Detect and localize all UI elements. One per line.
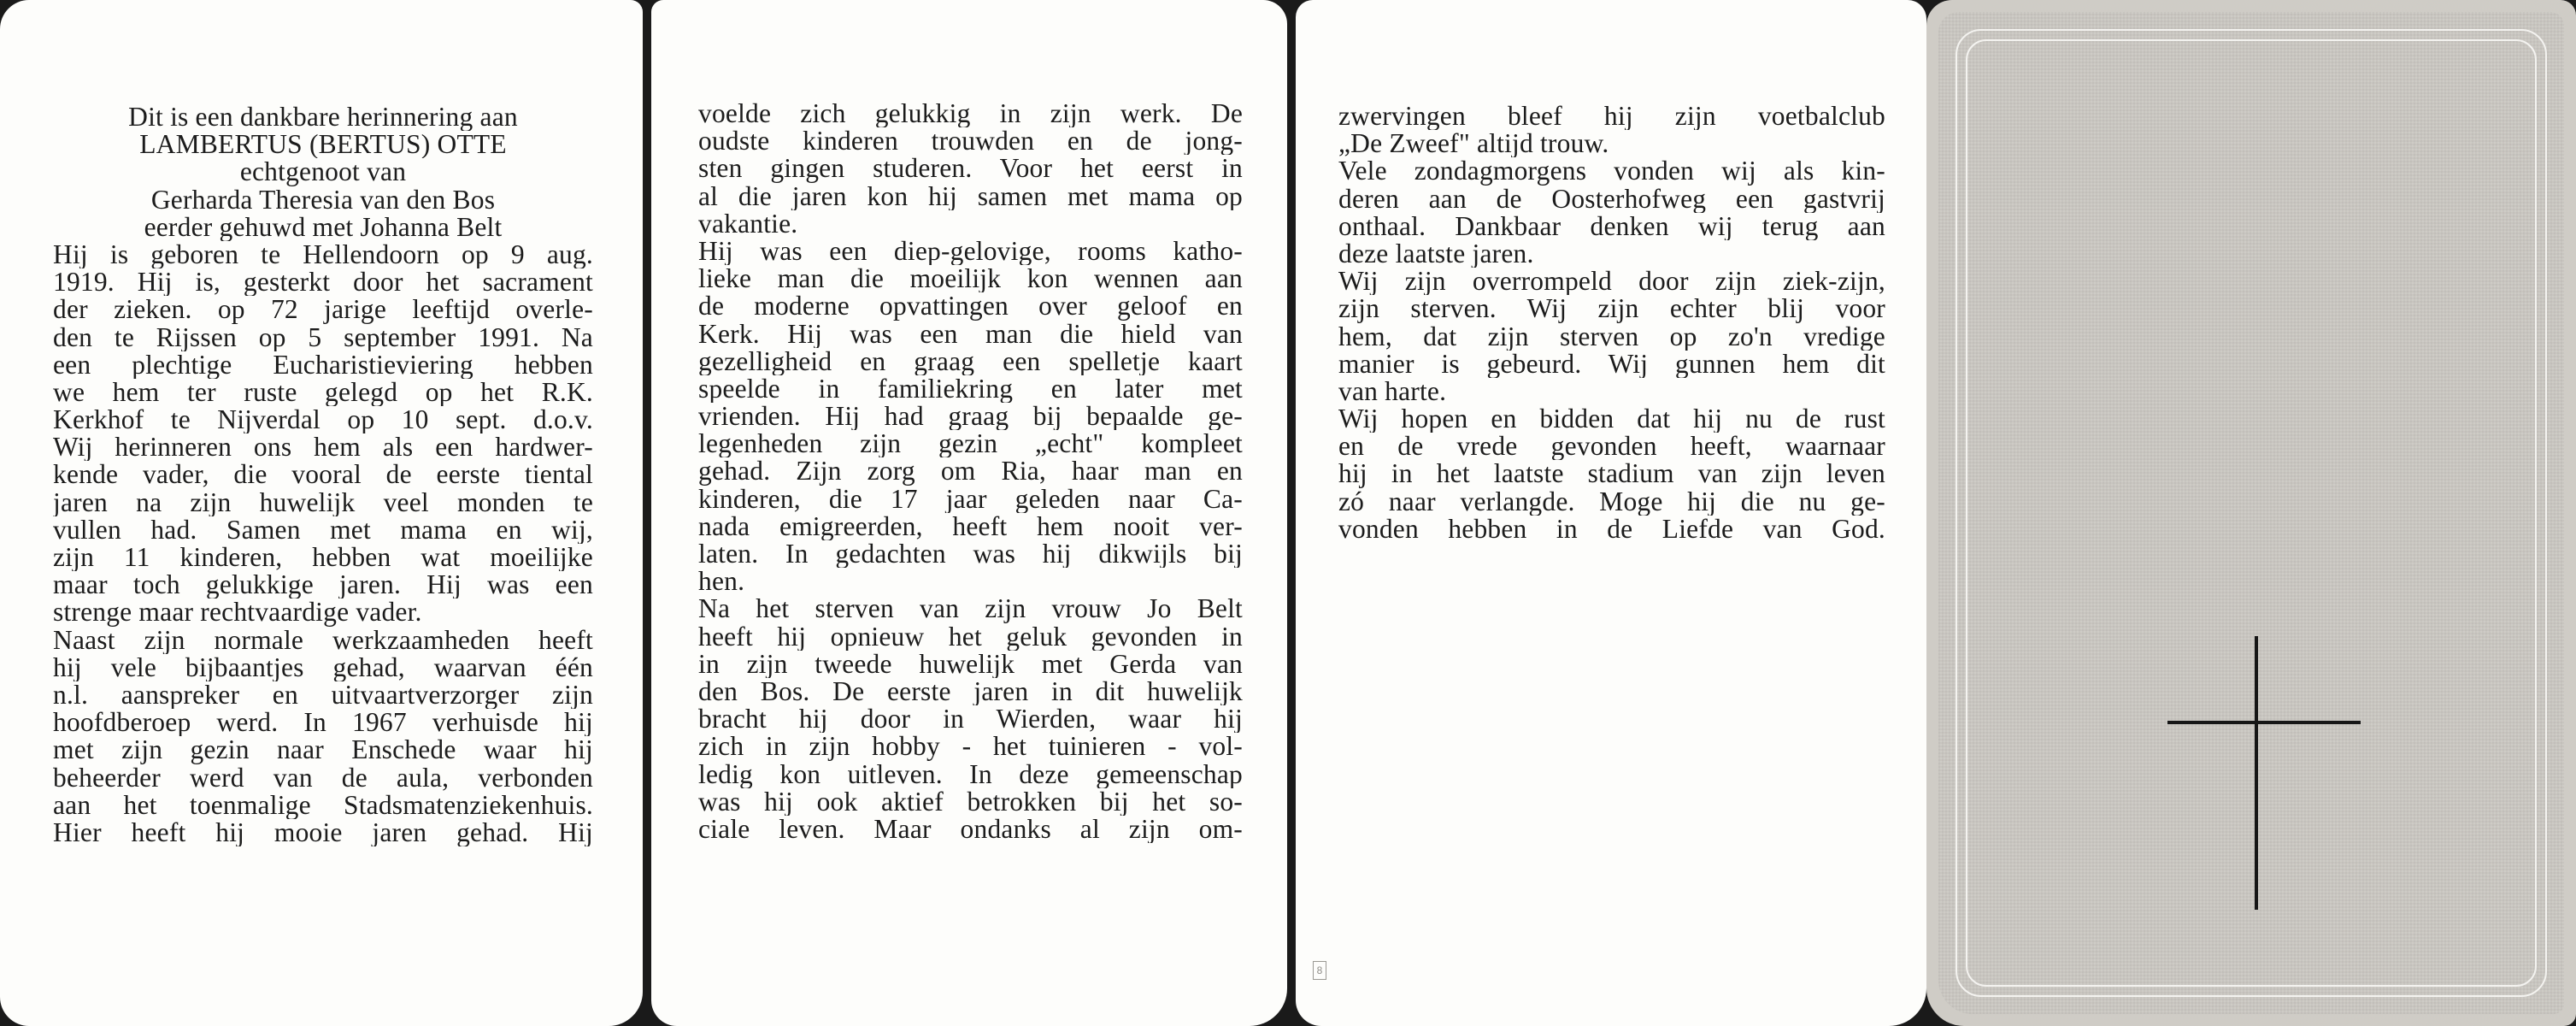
text-line: deren aan de Oosterhofweg een gastvrij xyxy=(1338,185,1885,213)
text-line: maar toch gelukkige jaren. Hij was een xyxy=(53,571,593,599)
text-line: vullen had. Samen met mama en wij, xyxy=(53,516,593,544)
text-line: vonden hebben in de Liefde van God. xyxy=(1338,515,1885,543)
text-line: Na het sterven van zijn vrouw Jo Belt xyxy=(698,595,1243,623)
text-line: laten. In gedachten was hij dikwijls bij xyxy=(698,540,1243,569)
text-line: „De Zweef" altijd trouw. xyxy=(1338,130,1609,158)
page-1-text xyxy=(53,103,593,846)
page-2 xyxy=(651,0,1287,1026)
text-line: kende vader, die vooral de eerste tiental xyxy=(53,461,593,489)
text-line: was hij ook aktief betrokken bij het so- xyxy=(698,787,1243,816)
text-line: Hier heeft hij mooie jaren gehad. Hij xyxy=(53,818,593,847)
text-line: 1919. Hij is, gesterkt door het sacrament xyxy=(53,268,593,297)
text-line: n.l. aanspreker en uitvaartverzorger zijn xyxy=(53,681,593,710)
text-line: beheerder werd van de aula, verbonden xyxy=(53,764,593,792)
text-line: in zijn tweede huwelijk met Gerda van xyxy=(698,650,1243,678)
text-line: bracht hij door in Wierden, waar hij xyxy=(698,705,1243,734)
text-line: strenge maar rechtvaardige vader. xyxy=(53,598,422,627)
inner-frame xyxy=(1966,39,2537,987)
text-line: van harte. xyxy=(1338,377,1447,406)
text-line: Hij is geboren te Hellendoorn op 9 aug. xyxy=(53,240,593,269)
text-line: Vele zondagmorgens vonden wij als kin- xyxy=(1338,157,1885,186)
text-line: sten gingen studeren. Voor het eerst in xyxy=(698,155,1243,183)
back-cover xyxy=(1926,0,2576,1026)
page-1 xyxy=(0,0,643,1026)
card-texture xyxy=(1938,12,2564,1014)
text-line: hem, dat zijn sterven op zo'n vredige xyxy=(1338,322,1885,351)
text-line: hij vele bijbaantjes gehad, waarvan één xyxy=(53,653,593,681)
text-line: Dit is een dankbare herinnering aan xyxy=(128,103,518,132)
text-line: der zieken. op 72 jarige leeftijd overle- xyxy=(53,296,593,324)
text-line: en de vrede gevonden heeft, waarnaar xyxy=(1338,433,1885,461)
text-line: Kerkhof te Nijverdal op 10 sept. d.o.v. xyxy=(53,406,593,434)
text-line: zó naar verlangde. Moge hij die nu ge- xyxy=(1338,487,1885,516)
text-line: met zijn gezin naar Enschede waar hij xyxy=(53,736,593,764)
text-line: zijn sterven. Wij zijn echter blij voor xyxy=(1338,295,1885,323)
text-line: al die jaren kon hij samen met mama op xyxy=(698,182,1243,210)
text-line: we hem ter ruste gelegd op het R.K. xyxy=(53,378,593,407)
text-line: den te Rijssen op 5 september 1991. Na xyxy=(53,323,593,351)
text-line: gezelligheid en graag een spelletje kaart xyxy=(698,347,1243,375)
page-3-text xyxy=(1338,103,1885,543)
text-line: hen. xyxy=(698,568,745,596)
text-line: Wij herinneren ons hem als een hardwer- xyxy=(53,433,593,462)
page-3 xyxy=(1296,0,1926,1026)
text-line: legenheden zijn gezin „echt" kompleet xyxy=(698,430,1243,458)
text-line: zich in zijn hobby - het tuinieren - vol- xyxy=(698,733,1243,761)
text-line: aan het toenmalige Stadsmatenziekenhuis. xyxy=(53,791,593,819)
text-line: manier is gebeurd. Wij gunnen hem dit xyxy=(1338,350,1885,378)
page-2-text xyxy=(698,100,1243,843)
text-line: Gerharda Theresia van den Bos xyxy=(150,186,496,214)
text-line: oudste kinderen trouwden en de jong- xyxy=(698,127,1243,156)
text-line: hoofdberoep werd. In 1967 verhuisde hij xyxy=(53,709,593,737)
text-line: Naast zijn normale werkzaamheden heeft xyxy=(53,626,593,654)
text-line: heeft hij opnieuw het geluk gevonden in xyxy=(698,622,1243,651)
text-line: vakantie. xyxy=(698,209,798,238)
text-line: hij in het laatste stadium van zijn leven xyxy=(1338,460,1885,488)
text-line: ciale leven. Maar ondanks al zijn om- xyxy=(698,815,1243,844)
text-line: LAMBERTUS (BERTUS) OTTE xyxy=(139,131,507,159)
text-line: nada emigreerden, heeft hem nooit ver- xyxy=(698,512,1243,540)
text-line: Wij zijn overrompeld door zijn ziek-zijn, xyxy=(1338,268,1885,296)
text-line: echtgenoot van xyxy=(239,158,407,186)
cross-icon-horizontal xyxy=(2167,721,2361,724)
text-line: jaren na zijn huwelijk veel monden te xyxy=(53,488,593,516)
text-line: Wij hopen en bidden dat hij nu de rust xyxy=(1338,405,1885,433)
text-line: speelde in familiekring en later met xyxy=(698,374,1243,404)
text-line: ledig kon uitleven. In deze gemeenschap xyxy=(698,760,1243,788)
text-line: zijn 11 kinderen, hebben wat moeilijke xyxy=(53,544,593,572)
text-line: de moderne opvattingen over geloof en xyxy=(698,292,1243,321)
text-line: gehad. Zijn zorg om Ria, haar man en xyxy=(698,457,1243,486)
text-line: onthaal. Dankbaar denken wij terug aan xyxy=(1338,212,1885,240)
text-line: kinderen, die 17 jaar geleden naar Ca- xyxy=(698,485,1243,513)
text-line: zwervingen bleef hij zijn voetbalclub xyxy=(1338,103,1885,131)
text-line: deze laatste jaren. xyxy=(1338,239,1534,268)
text-line: eerder gehuwd met Johanna Belt xyxy=(144,213,503,241)
text-line: vrienden. Hij had graag bij bepaalde ge- xyxy=(698,403,1243,431)
text-line: den Bos. De eerste jaren in dit huwelijk xyxy=(698,677,1243,706)
text-line: Kerk. Hij was een man die hield van xyxy=(698,320,1243,348)
printer-mark xyxy=(1313,956,1407,985)
text-line: voelde zich gelukkig in zijn werk. De xyxy=(698,100,1243,128)
printer-logo-icon: 8 xyxy=(1313,961,1326,980)
text-line: lieke man die moeilijk kon wennen aan xyxy=(698,265,1243,293)
cross-icon-vertical xyxy=(2255,636,2258,910)
text-line: Hij was een diep-gelovige, rooms katho- xyxy=(698,237,1243,266)
text-line: een plechtige Eucharistieviering hebben xyxy=(53,351,593,379)
